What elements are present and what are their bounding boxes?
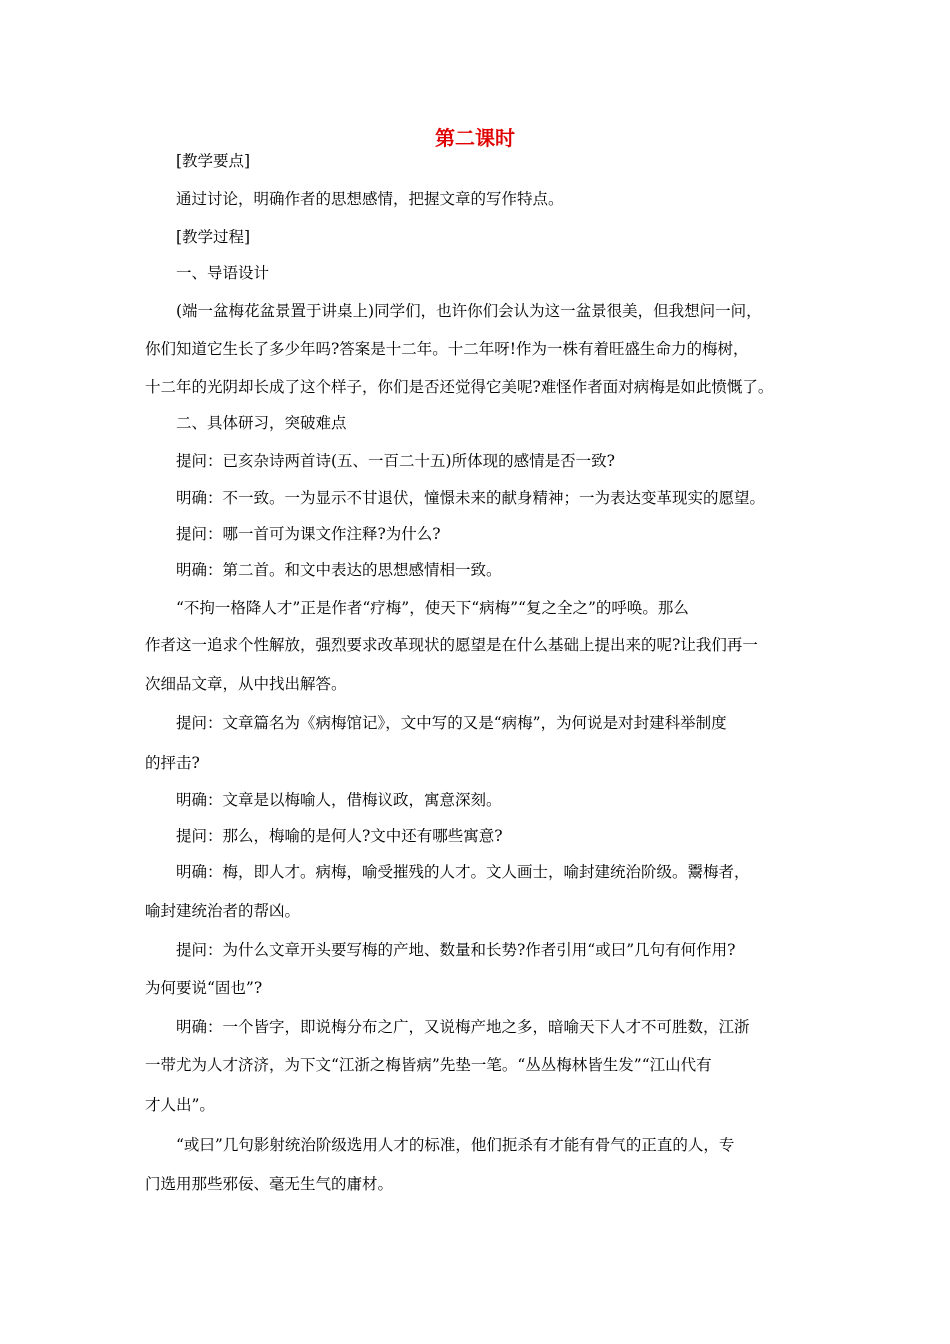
question-line: 提问：已亥杂诗两首诗(五、一百二十五)所体现的感情是否一致? [176, 452, 615, 470]
paragraph-line: “不拘一格降人才”正是作者“疗梅”，使天下“病梅”“复之全之”的呼唤。那么 [176, 599, 689, 617]
question-line: 的抨击? [145, 754, 200, 772]
paragraph-line: 你们知道它生长了多少年吗?答案是十二年。十二年呀!作为一株有着旺盛生命力的梅树， [145, 340, 749, 358]
answer-line: 喻封建统治者的帮凶。 [145, 902, 301, 920]
question-line: 提问：文章篇名为《病梅馆记》，文中写的又是“病梅”，为何说是对封建科举制度 [176, 714, 727, 732]
paragraph-line: 门选用那些邪佞、毫无生气的庸材。 [145, 1175, 394, 1193]
answer-line: 一带尤为人才济济，为下文“江浙之梅皆病”先垫一笔。“丛丛梅林皆生发”“江山代有 [145, 1056, 712, 1074]
answer-line: 明确：文章是以梅喻人，借梅议政，寓意深刻。 [176, 791, 502, 809]
answer-line: 明确：第二首。和文中表达的思想感情相一致。 [176, 561, 502, 579]
question-line: 提问：为什么文章开头要写梅的产地、数量和长势?作者引用“或曰”几句有何作用? [176, 941, 736, 959]
question-line: 为何要说“固也”? [145, 979, 263, 997]
paragraph-line: “或曰”几句影射统治阶级选用人才的标准，他们扼杀有才能有骨气的正直的人，专 [176, 1136, 735, 1154]
answer-line: 明确：梅，即人才。病梅，喻受摧残的人才。文人画士，喻封建统治阶级。鬻梅者， [176, 863, 750, 881]
subheading: 一、导语设计 [176, 264, 270, 282]
answer-line: 明确：一个皆字，即说梅分布之广，又说梅产地之多，暗喻天下人才不可胜数，江浙 [176, 1018, 750, 1036]
subheading: 二、具体研习，突破难点 [176, 414, 347, 432]
answer-line: 明确：不一致。一为显示不甘退伏，憧憬未来的献身精神；一为表达变革现实的愿望。 [176, 489, 766, 507]
section-heading-process: [教学过程] [176, 228, 251, 246]
section-heading-key-points: [教学要点] [176, 152, 251, 170]
question-line: 提问：那么，梅喻的是何人?文中还有哪些寓意? [176, 827, 503, 845]
paragraph-line: 次细品文章，从中找出解答。 [145, 675, 347, 693]
answer-line: 才人出”。 [145, 1096, 215, 1114]
page-title: 第二课时 [435, 126, 515, 150]
paragraph-line: (端一盆梅花盆景置于讲桌上)同学们，也许你们会认为这一盆景很美，但我想问一问， [176, 302, 762, 320]
paragraph-line: 作者这一追求个性解放，强烈要求改革现状的愿望是在什么基础上提出来的呢?让我们再一 [145, 636, 758, 654]
question-line: 提问：哪一首可为课文作注释?为什么? [176, 525, 441, 543]
paragraph-line: 十二年的光阴却长成了这个样子，你们是否还觉得它美呢?难怪作者面对病梅是如此愤慨了。 [145, 378, 774, 396]
paragraph: 通过讨论，明确作者的思想感情，把握文章的写作特点。 [176, 190, 564, 208]
